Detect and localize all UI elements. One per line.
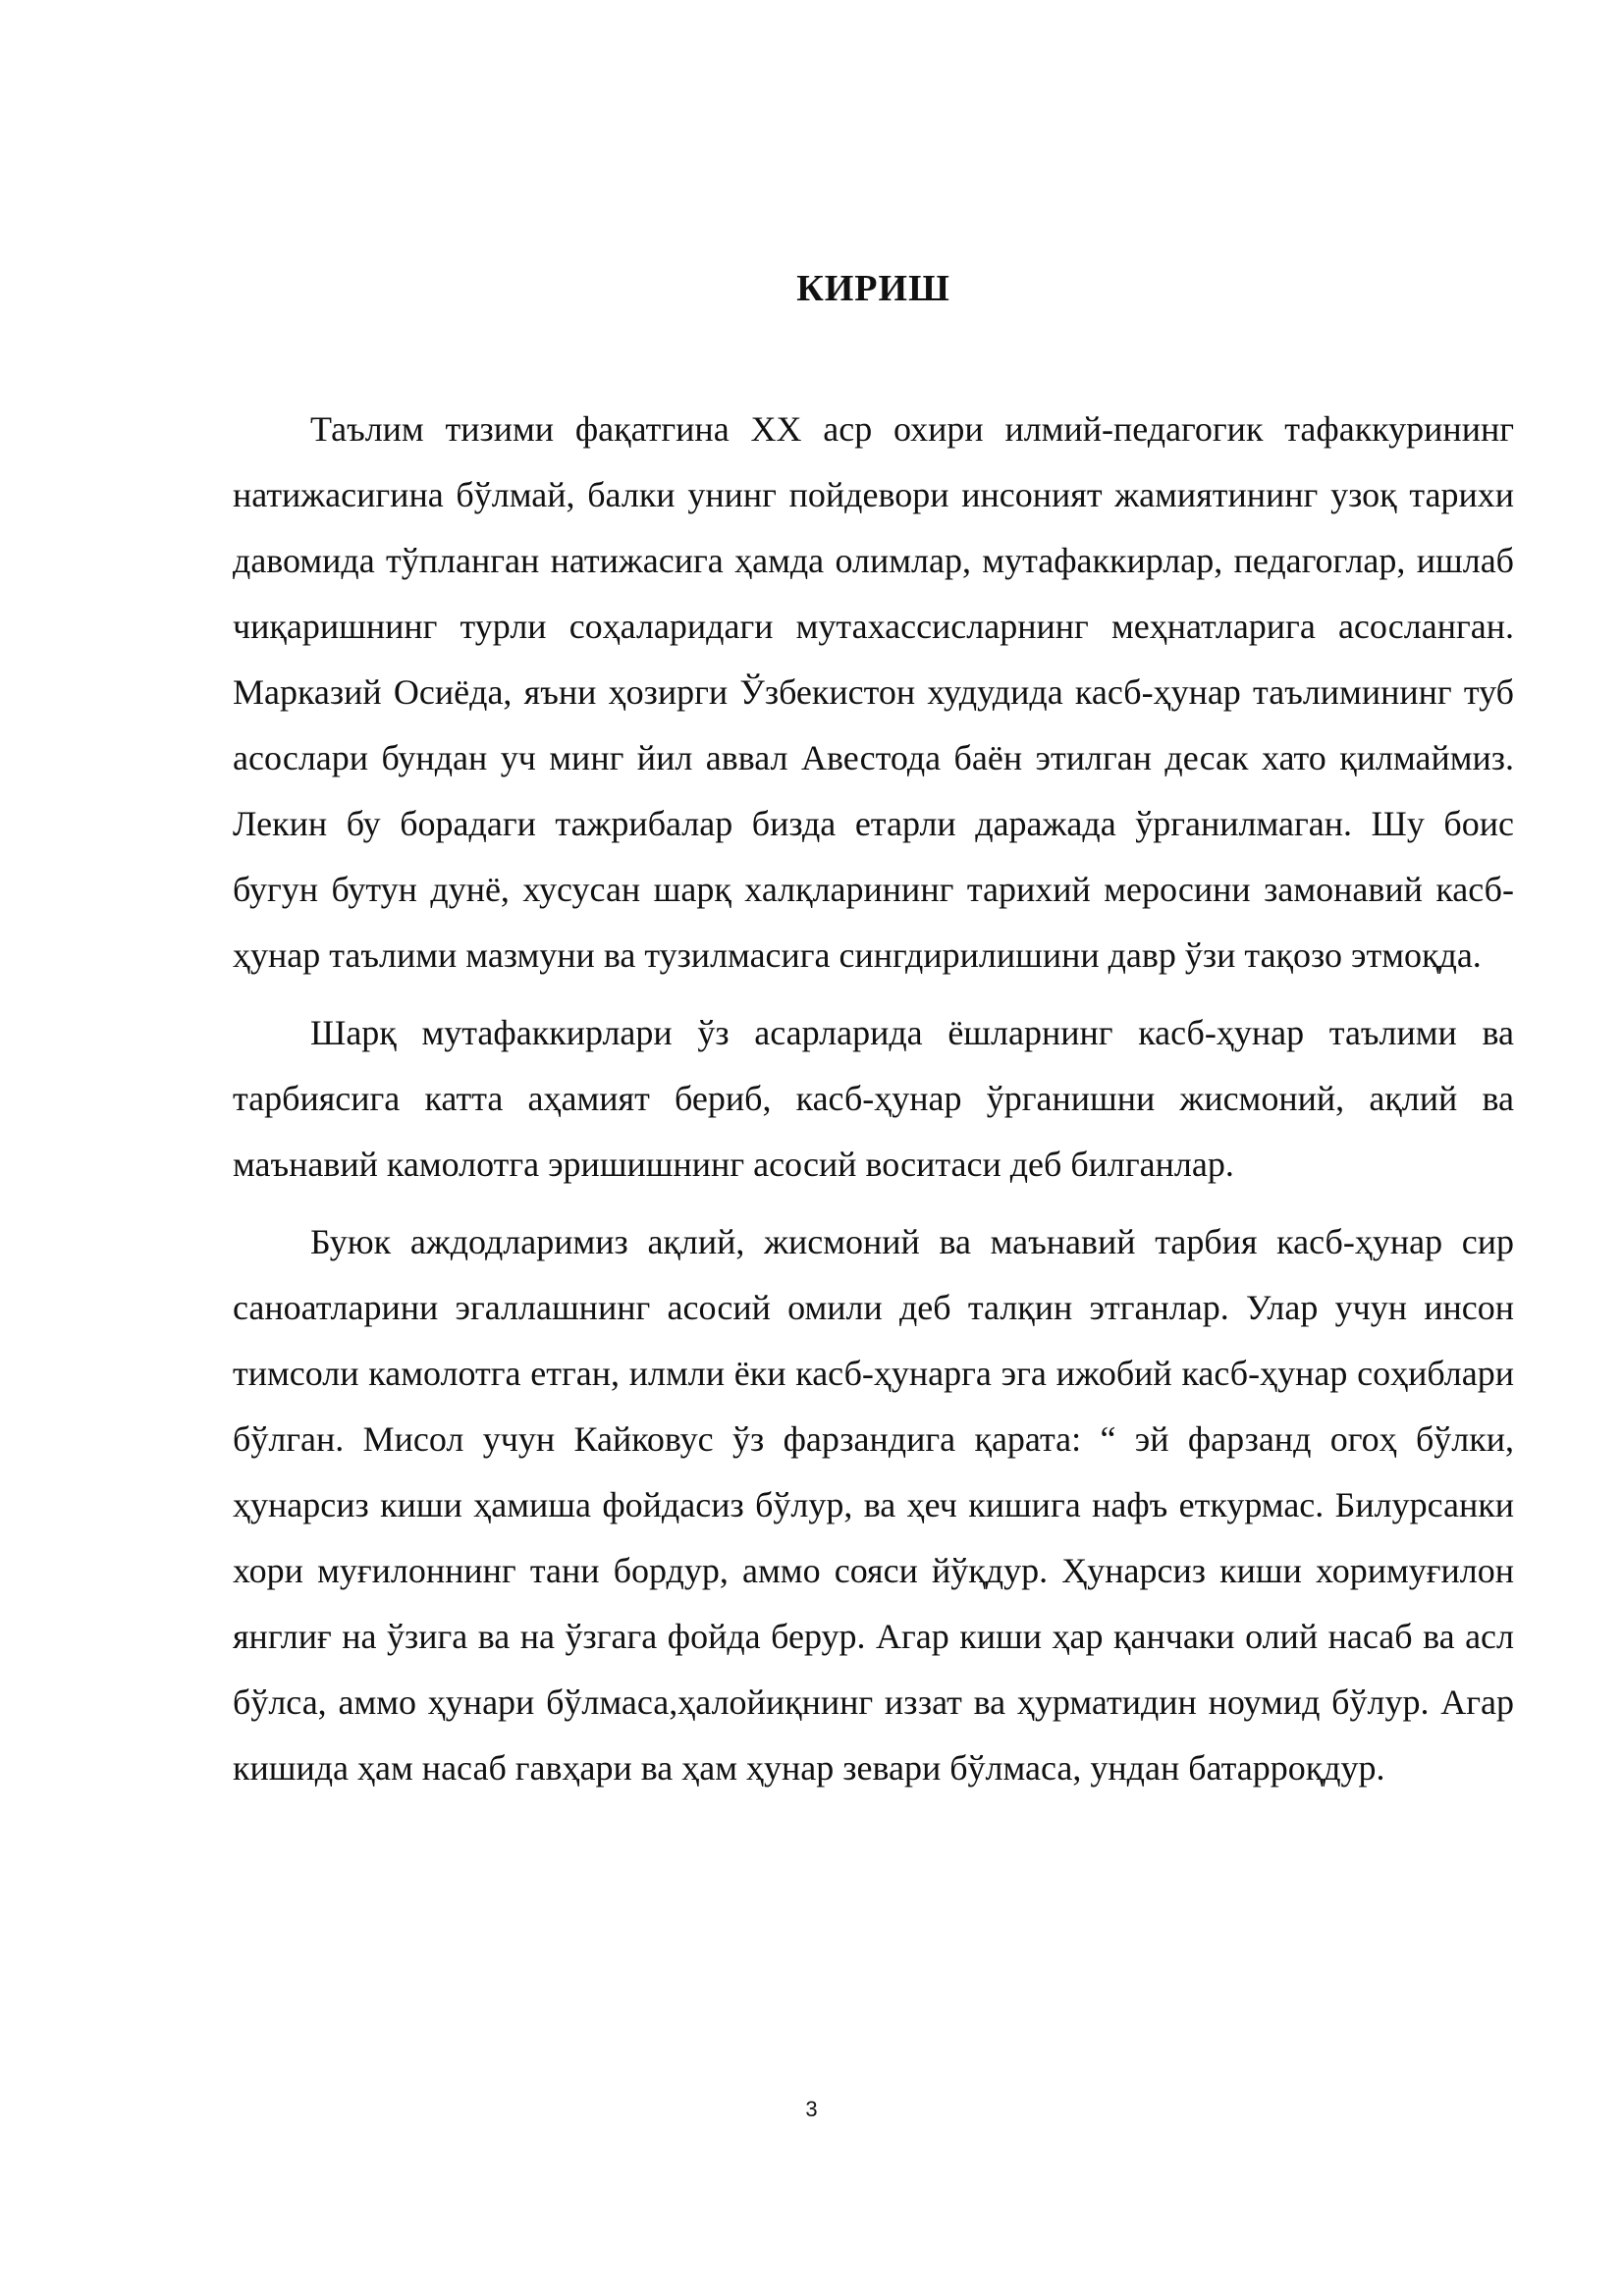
body-text [233, 397, 1514, 1813]
page-title: КИРИШ [796, 268, 950, 309]
page-number: 3 [805, 2097, 818, 2121]
paragraph-1: Таълим тизими фақатгина XX аср охири илмий-педагогик тафаккурининг натижасигина бўлмай, балки унинг пойдевори инсоният жамиятининг узоқ тарихи давомида тўпланган натижасига ҳамда олимлар, мутафаккирлар, педагоглар, ишлаб чиқаришнинг турли соҳаларидаги мутахассисларнинг меҳнатларига асосланган. Марказий Осиёда, яъни ҳозирги Ўзбекистон худудида касб-ҳунар таълимининг туб асослари бундан уч минг йил аввал Авестода баён этилган десак хато қилмаймиз. Лекин бу борадаги тажрибалар бизда етарли даражада ўрганилмаган. Шу боис бугун бутун дунё, хусусан шарқ халқларининг тарихий меросини замонавий касб-ҳунар таълими мазмуни ва тузилмасига сингдирилишини давр ўзи тақозо этмоқда. [233, 409, 1514, 975]
paragraph-3: Буюк аждодларимиз ақлий, жисмоний ва маънавий тарбия касб-ҳунар сир саноатларини эгаллашнинг асосий омили деб талқин этганлар. Улар учун инсон тимсоли камолотга етган, илмли ёки касб-ҳунарга эга ижобий касб-ҳунар соҳиблари бўлган. Мисол учун Кайковус ўз фарзандига қарата: “ эй фарзанд огоҳ бўлки, ҳунарсиз киши ҳамиша фойдасиз бўлур, ва ҳеч кишига нафъ еткурмас. Билурсанки хори муғилоннинг тани бордур, аммо сояси йўқдур. Ҳунарсиз киши хоримуғилон янглиғ на ўзига ва на ўзгага фойда берур. Агар киши ҳар қанчаки олий насаб ва асл бўлса, аммо ҳунари бўлмаса,ҳалойиқнинг иззат ва ҳурматидин ноумид бўлур. Агар кишида ҳам насаб гавҳари ва ҳам ҳунар зевари бўлмаса, ундан батарроқдур. [233, 1222, 1514, 1788]
paragraph-2: Шарқ мутафаккирлари ўз асарларида ёшларнинг касб-ҳунар таълими ва тарбиясига катта аҳамият бериб, касб-ҳунар ўрганишни жисмоний, ақлий ва маънавий камолотга эришишнинг асосий воситаси деб билганлар. [233, 1013, 1514, 1184]
